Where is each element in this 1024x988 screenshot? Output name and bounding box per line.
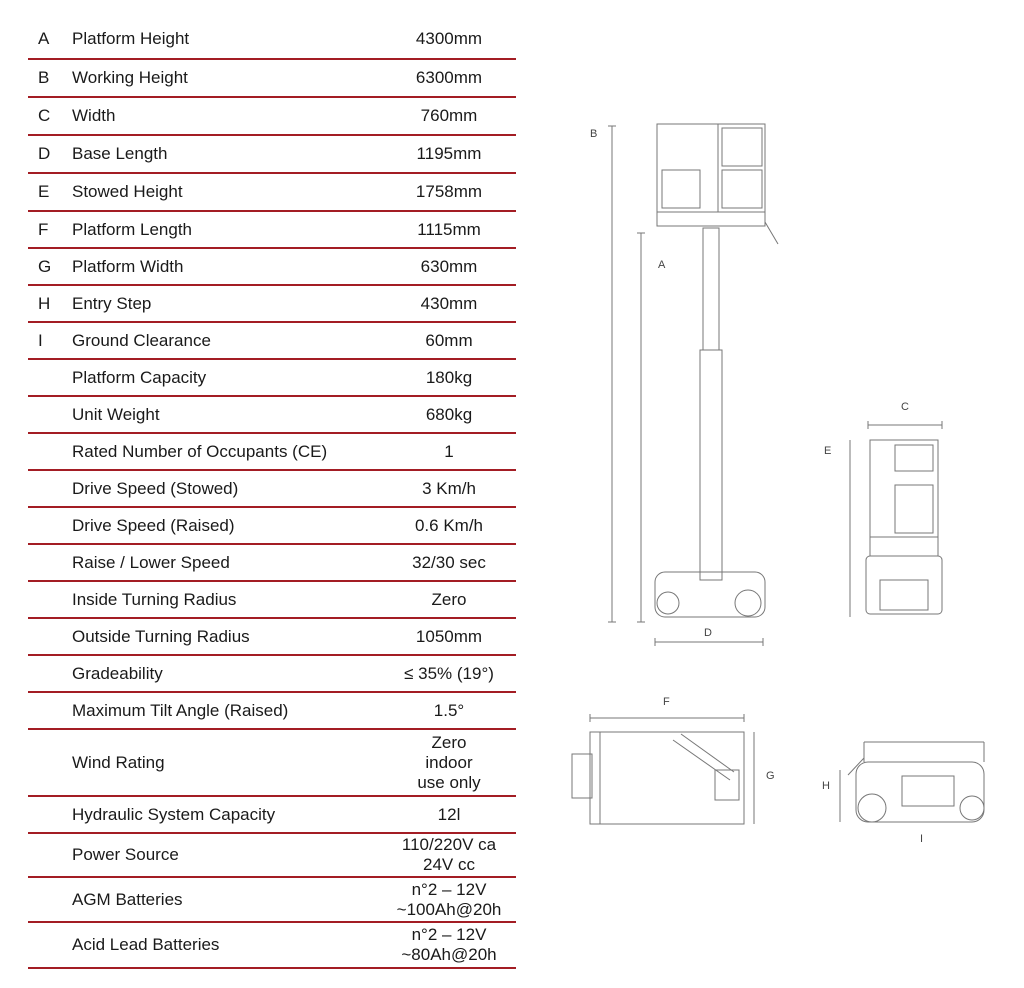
spec-label: Outside Turning Radius: [72, 626, 250, 646]
spec-row: [28, 582, 516, 619]
label-b: B: [590, 128, 598, 140]
label-f: F: [663, 696, 670, 708]
spec-label: Drive Speed (Raised): [72, 515, 235, 535]
side-step-drawing: [840, 742, 984, 822]
spec-row: [28, 212, 516, 249]
spec-row: [28, 834, 516, 878]
spec-row: [28, 20, 516, 60]
spec-letter: G: [38, 256, 52, 276]
spec-label: Gradeability: [72, 663, 163, 683]
label-c: C: [901, 401, 909, 413]
spec-row: [28, 471, 516, 508]
spec-letter: E: [38, 182, 50, 201]
label-d: D: [704, 627, 712, 639]
spec-value: 680kg: [425, 404, 473, 424]
spec-row: [28, 656, 516, 693]
spec-label: Raise / Lower Speed: [72, 552, 230, 572]
spec-letter: I: [38, 330, 43, 350]
spec-letter: D: [38, 144, 51, 163]
spec-value: 1195mm: [416, 144, 482, 163]
spec-value: 430mm: [420, 293, 478, 313]
spec-row: [28, 174, 516, 212]
spec-value: Zero: [431, 589, 467, 609]
spec-row: [28, 98, 516, 136]
spec-label: Working Height: [72, 68, 188, 87]
spec-label: Hydraulic System Capacity: [72, 804, 276, 824]
spec-value: 630mm: [420, 256, 478, 276]
spec-label: Stowed Height: [72, 182, 183, 201]
spec-letter: F: [38, 219, 49, 239]
spec-value: 1: [444, 441, 454, 461]
spec-label: Platform Width: [72, 256, 184, 276]
spec-row: [28, 923, 516, 969]
spec-value: 760mm: [420, 106, 478, 125]
spec-row: [28, 286, 516, 323]
spec-letter: A: [38, 29, 50, 48]
spec-label: Rated Number of Occupants (CE): [72, 441, 328, 461]
spec-table: [28, 20, 516, 969]
top-view-drawing: [572, 714, 754, 824]
spec-value: 32/30 sec: [412, 552, 486, 572]
spec-label: Platform Length: [72, 219, 193, 239]
label-g: G: [766, 770, 775, 782]
raised-lift-drawing: [608, 124, 778, 646]
spec-label: Unit Weight: [72, 404, 160, 424]
spec-value: 1115mm: [417, 219, 481, 239]
spec-row: [28, 619, 516, 656]
spec-value: Zero indoor use only: [417, 732, 481, 792]
spec-value: 180kg: [425, 367, 473, 387]
spec-value: 1.5°: [433, 700, 465, 720]
spec-value: 1758mm: [415, 182, 483, 201]
label-i: I: [920, 833, 924, 845]
spec-row: [28, 60, 516, 98]
spec-label: Drive Speed (Stowed): [72, 478, 239, 498]
spec-value: n°2 – 12V ~80Ah@20h: [401, 925, 497, 964]
spec-value: 0.6 Km/h: [414, 515, 484, 535]
spec-label: Platform Capacity: [72, 367, 207, 387]
spec-row: [28, 323, 516, 360]
spec-value: 110/220V ca 24V cc: [401, 835, 497, 874]
spec-label: Base Length: [72, 144, 168, 163]
spec-label: AGM Batteries: [72, 889, 183, 909]
spec-row: [28, 508, 516, 545]
spec-value: n°2 – 12V ~100Ah@20h: [396, 879, 502, 919]
spec-value: 6300mm: [415, 68, 483, 87]
spec-label: Ground Clearance: [72, 330, 211, 350]
spec-value: 3 Km/h: [422, 478, 476, 498]
spec-letter: C: [38, 106, 51, 125]
spec-value: ≤ 35% (19°): [404, 663, 494, 683]
spec-value: 60mm: [425, 330, 473, 350]
spec-letter: B: [38, 68, 50, 87]
spec-row: [28, 693, 516, 730]
spec-label: Inside Turning Radius: [72, 589, 237, 609]
stowed-front-drawing: [850, 421, 942, 617]
spec-value: 12l: [437, 804, 461, 824]
spec-letter: H: [38, 293, 51, 313]
label-e: E: [824, 445, 832, 457]
spec-label: Platform Height: [72, 29, 190, 48]
spec-row: [28, 545, 516, 582]
spec-row: [28, 360, 516, 397]
spec-row: [28, 878, 516, 923]
spec-row: [28, 397, 516, 434]
spec-label: Maximum Tilt Angle (Raised): [72, 700, 289, 720]
label-h: H: [822, 780, 830, 792]
spec-value: 1050mm: [415, 626, 483, 646]
spec-row: [28, 730, 516, 797]
spec-label: Power Source: [72, 845, 179, 864]
spec-row: [28, 249, 516, 286]
spec-row: [28, 136, 516, 174]
spec-label: Width: [72, 106, 116, 125]
spec-label: Entry Step: [72, 293, 152, 313]
spec-row: [28, 797, 516, 834]
label-a: A: [658, 259, 666, 271]
spec-label: Wind Rating: [72, 752, 165, 772]
spec-row: [28, 434, 516, 471]
spec-label: Acid Lead Batteries: [72, 935, 220, 954]
spec-value: 4300mm: [415, 29, 483, 48]
